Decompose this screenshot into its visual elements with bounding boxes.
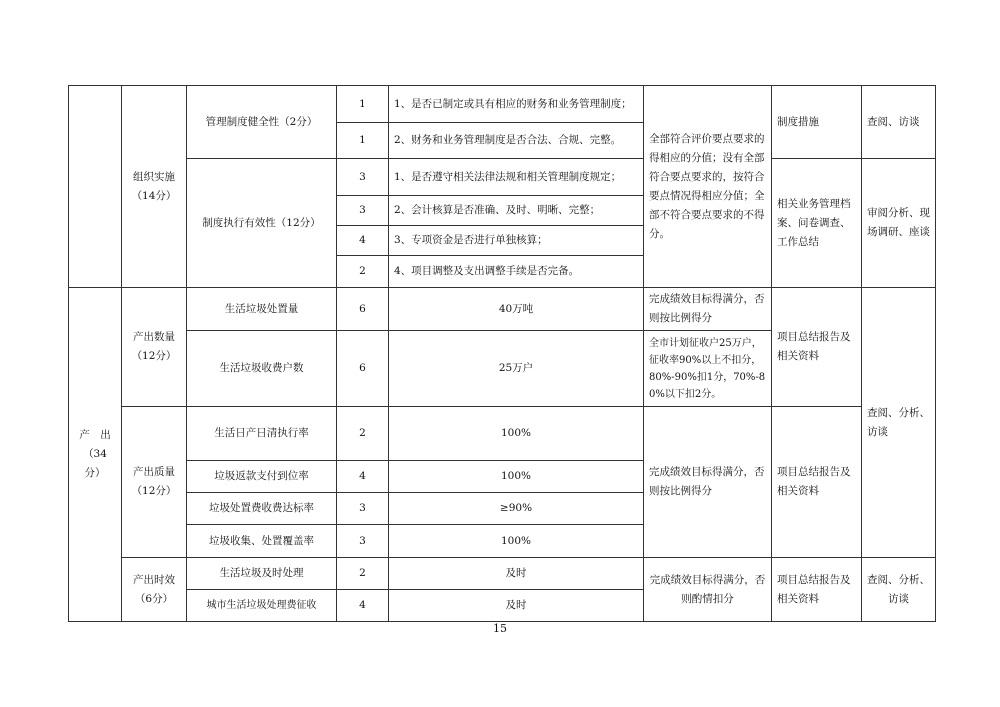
exec-points-4: 2 <box>337 256 389 288</box>
mgmt-evidence: 制度措施 <box>772 86 862 159</box>
table-row <box>69 86 936 123</box>
output-l1-cell <box>69 288 122 622</box>
time2-indicator: 城市生活垃圾处理费征收 <box>187 590 337 622</box>
exec-points-3: 4 <box>337 226 389 256</box>
qual2-points: 4 <box>337 461 389 493</box>
qty1-points: 6 <box>337 288 389 331</box>
table-row <box>69 288 936 331</box>
exec-standard-2: 2、会计核算是否准确、及时、明晰、完整； <box>389 196 644 226</box>
time-l2-cell <box>122 558 187 622</box>
mgmt-sys-points-1: 1 <box>337 86 389 123</box>
exec-indicator: 制度执行有效性（12分） <box>187 159 337 288</box>
page-number: 15 <box>493 622 507 635</box>
exec-evidence: 相关业务管理档案、问卷调查、工作总结 <box>772 159 862 288</box>
qual-l2-cell <box>122 407 187 558</box>
qual1-indicator: 生活日产日清执行率 <box>187 407 337 461</box>
table-row <box>69 407 936 461</box>
time-l2-label: 产出时效 （6分） <box>133 573 175 605</box>
time1-points: 2 <box>337 558 389 590</box>
mgmt-sys-standard-1: 1、是否已制定或具有相应的财务和业务管理制度； <box>389 86 644 123</box>
output-method: 查阅、分析、访谈 <box>862 288 936 558</box>
time2-target: 及时 <box>389 590 644 622</box>
time-criteria: 完成绩效目标得满分，否则酌情扣分 <box>644 558 772 622</box>
qual-evidence: 项目总结报告及相关资料 <box>772 407 862 558</box>
qual4-points: 3 <box>337 525 389 558</box>
exec-points-1: 3 <box>337 159 389 196</box>
qual3-points: 3 <box>337 493 389 525</box>
mgmt-sys-indicator: 管理制度健全性（2分） <box>187 86 337 159</box>
exec-points-2: 3 <box>337 196 389 226</box>
qual3-target: ≥90% <box>389 493 644 525</box>
time1-target: 及时 <box>389 558 644 590</box>
qty1-criteria: 完成绩效目标得满分，否则按比例得分 <box>644 288 772 331</box>
qty-l2-cell <box>122 288 187 407</box>
qual-l2-label: 产出质量 （12分） <box>131 466 177 497</box>
exec-standard-1: 1、是否遵守相关法律法规和相关管理制度规定； <box>389 159 644 196</box>
org-l2-cell <box>122 86 187 288</box>
qual1-target: 100% <box>389 407 644 461</box>
qty-l2-label: 产出数量 （12分） <box>131 331 177 362</box>
time2-points: 4 <box>337 590 389 622</box>
table-row <box>69 159 936 196</box>
table-row <box>69 558 936 590</box>
qty1-target: 40万吨 <box>389 288 644 331</box>
org-l2-label: 组织实施 （14分） <box>131 170 177 202</box>
exec-standard-3: 3、专项资金是否进行单独核算； <box>389 226 644 256</box>
qual-criteria: 完成绩效目标得满分，否则按比例得分 <box>644 407 772 558</box>
exec-standard-4: 4、项目调整及支出调整手续是否完备。 <box>389 256 644 288</box>
qty-evidence: 项目总结报告及相关资料 <box>772 288 862 407</box>
mgmt-sys-standard-2: 2、财务和业务管理制度是否合法、合规、完整。 <box>389 123 644 159</box>
mgmt-sys-points-2: 1 <box>337 123 389 159</box>
evaluation-table <box>68 85 936 622</box>
qty2-indicator: 生活垃圾收费户数 <box>187 331 337 407</box>
qual2-target: 100% <box>389 461 644 493</box>
qty2-target: 25万户 <box>389 331 644 407</box>
qty1-indicator: 生活垃圾处置量 <box>187 288 337 331</box>
qual2-indicator: 垃圾返款支付到位率 <box>187 461 337 493</box>
qual4-target: 100% <box>389 525 644 558</box>
output-l1-label: 产 出 （34 分） <box>79 429 111 479</box>
exec-method: 审阅分析、现场调研、座谈 <box>862 159 936 288</box>
time-method: 查阅、分析、访谈 <box>862 558 936 622</box>
qual4-indicator: 垃圾收集、处置覆盖率 <box>187 525 337 558</box>
level1-cell-empty <box>69 86 122 288</box>
org-criteria: 全部符合评价要点要求的得相应的分值；没有全部符合要点要求的，按符合要点情况得相应分值；全部不符合要点要求的不得分。 <box>644 86 772 288</box>
qty2-criteria: 全市计划征收户25万户，征收率90%以上不扣分，80%-90%扣1分，70%-80%以下扣2分。 <box>644 331 772 407</box>
qty2-points: 6 <box>337 331 389 407</box>
mgmt-method: 查阅、访谈 <box>862 86 936 159</box>
time1-indicator: 生活垃圾及时处理 <box>187 558 337 590</box>
time-evidence: 项目总结报告及相关资料 <box>772 558 862 622</box>
qual3-indicator: 垃圾处置费收费达标率 <box>187 493 337 525</box>
qual1-points: 2 <box>337 407 389 461</box>
